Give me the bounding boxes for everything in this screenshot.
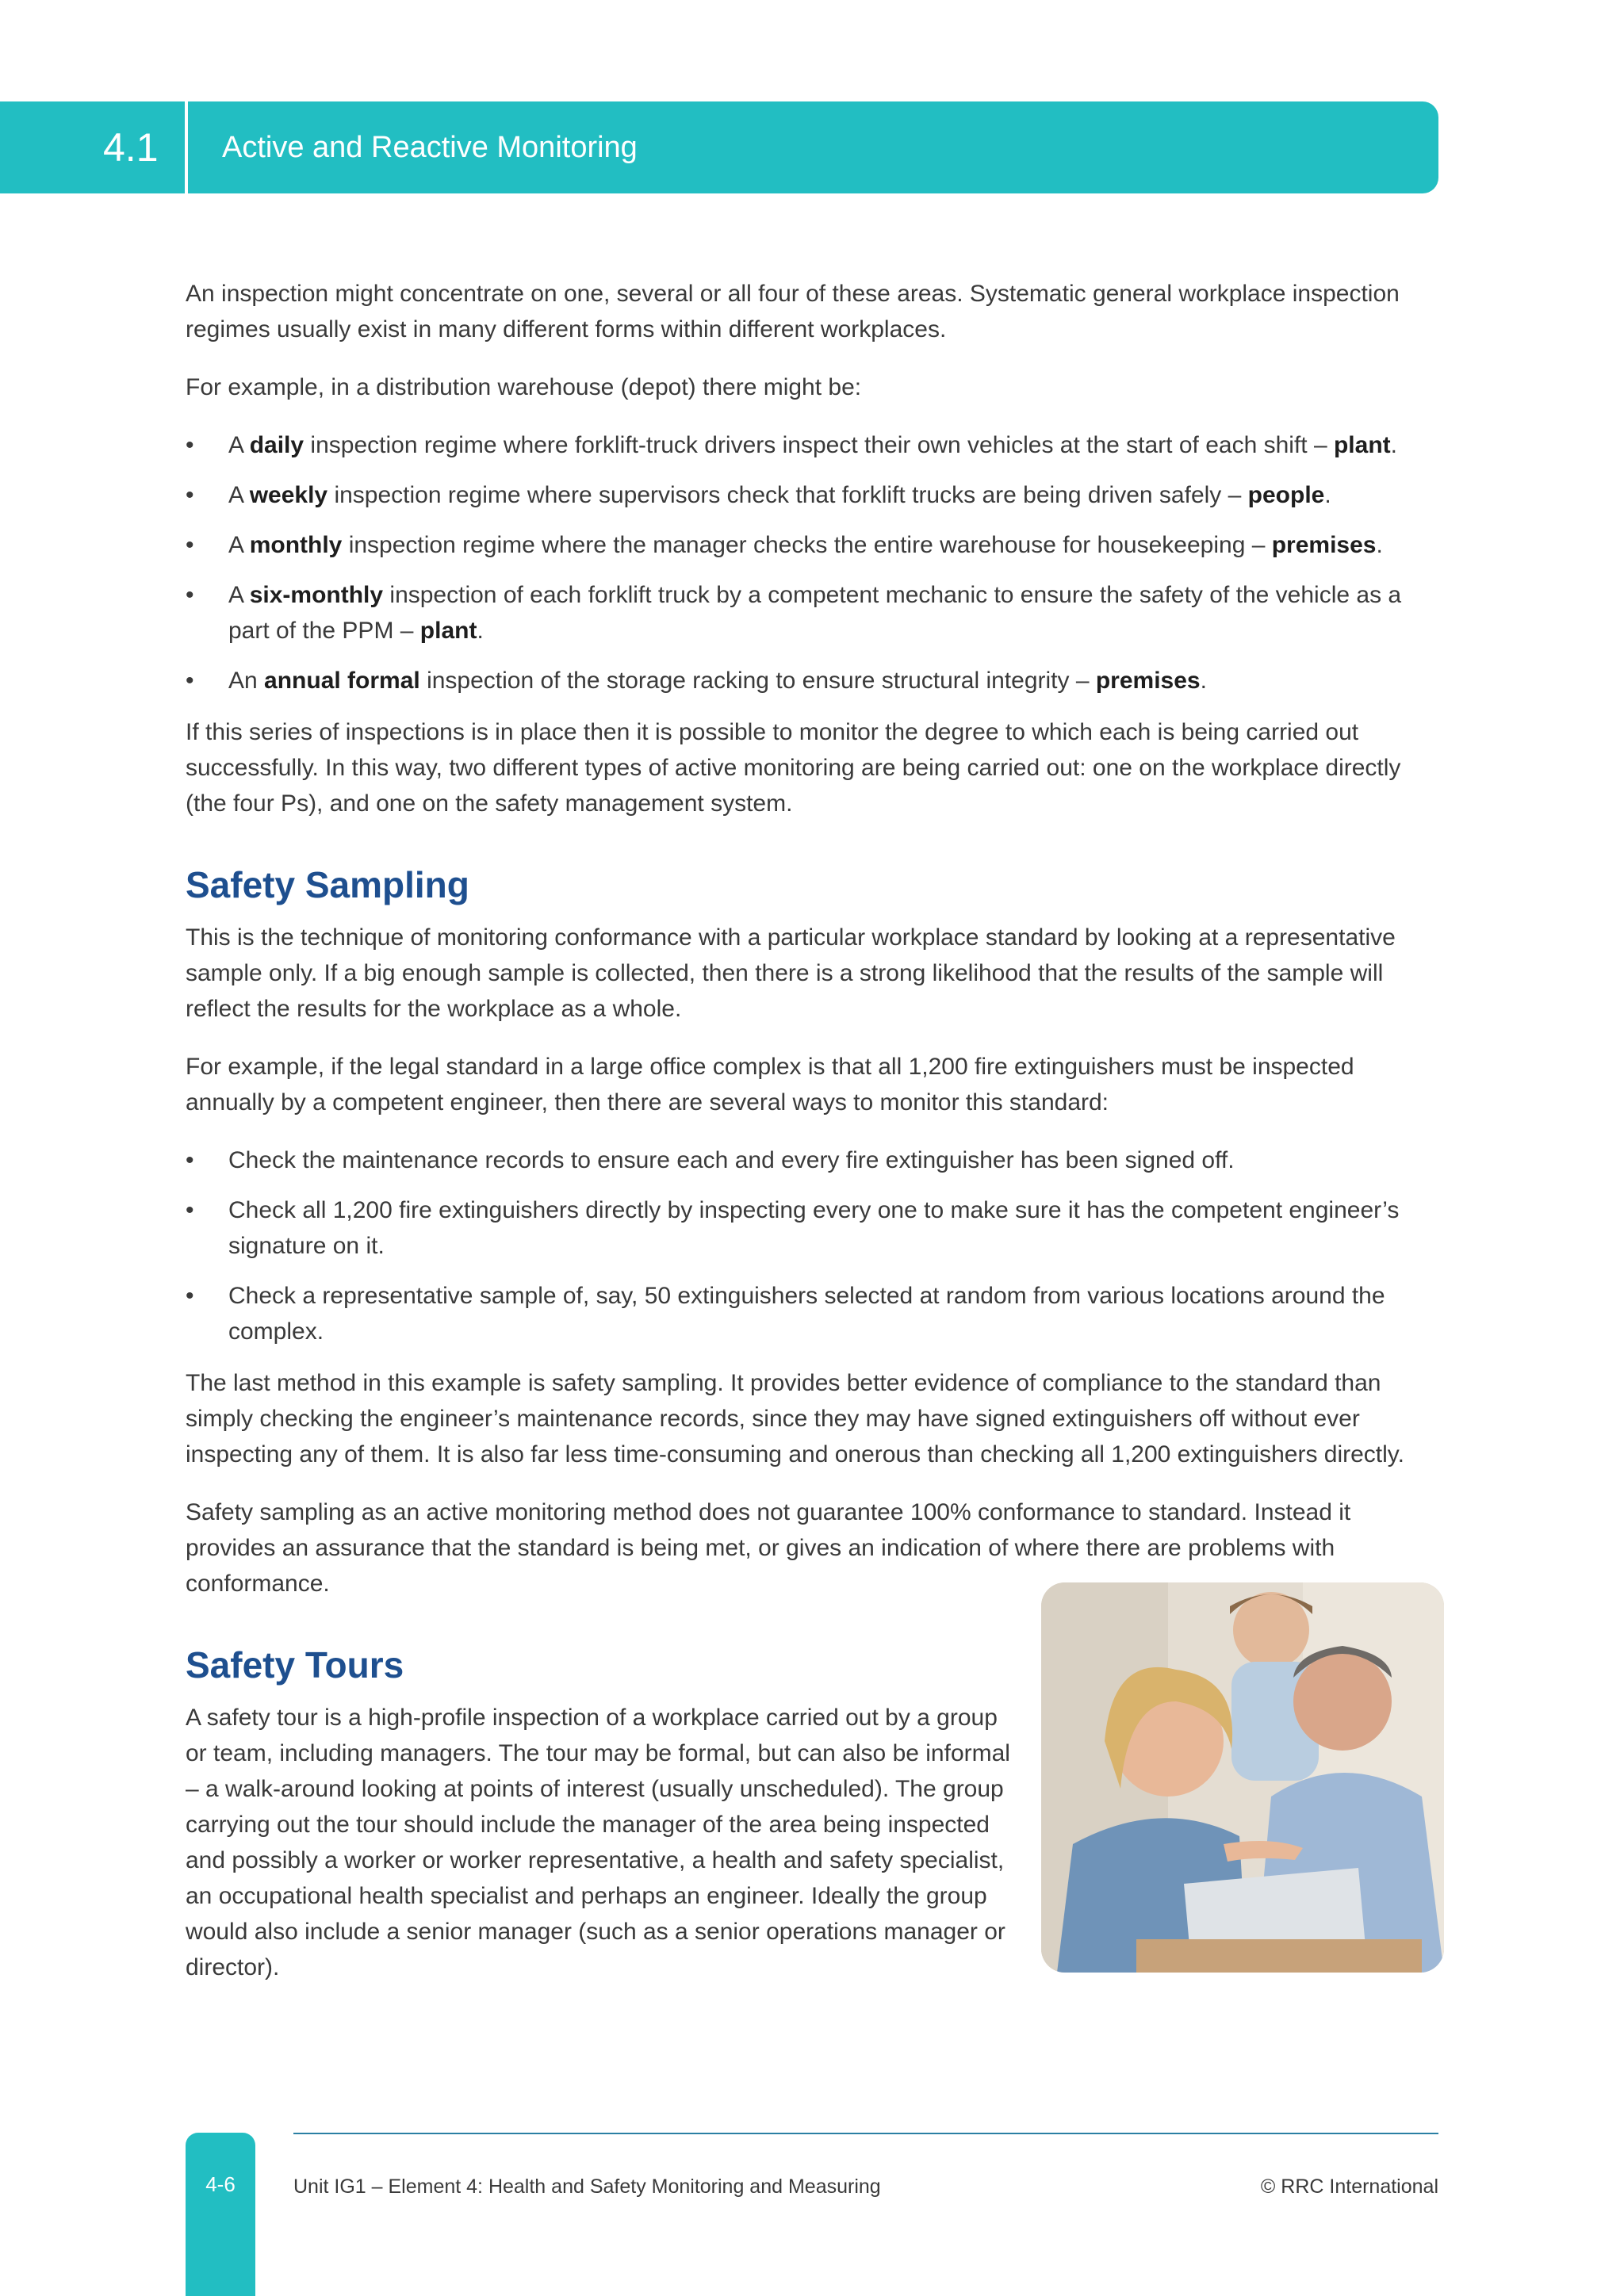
sampling-paragraph: This is the technique of monitoring conformance with a particular workplace standard by looking at a representative sample only. If a big enough sample is collected, then there is a strong likelihood that the results of the sample will reflect the results for the workplace as a whole. [186,924,1396,1022]
safety-tours-heading: Safety Tours [186,1644,404,1686]
tours-paragraph: A safety tour is a high-profile inspection of a workplace carried out by a group or team, including managers. The tour may be formal, but can also be informal – a walk-around looking at points of interest (usually unscheduled). The group carrying out the tour should include the manager of the area being inspected and possibly a worker or worker representative, a health and safety specialist, an occupational health specialist and perhaps an engineer. Ideally the group would also include a senior manager (such as a senior operations manager or director). [186,1705,1010,1980]
list-item: • A monthly inspection regime where the manager checks the entire warehouse for housekeeping – premises. [186,527,1435,563]
section-title: Active and Reactive Monitoring [222,131,638,164]
list-item: • An annual formal inspection of the storage racking to ensure structural integrity – premises. [186,663,1435,698]
intro-closing: If this series of inspections is in place then it is possible to monitor the degree to which each is being carried out successfully. In this way, two different types of active monitoring are being carried out: one on the workplace directly (the four Ps), and one on the safety management system. [186,719,1401,817]
list-item: • Check the maintenance records to ensure each and every fire extinguisher has been signed off. [186,1142,1435,1178]
footer-divider [293,2133,1438,2134]
header-divider [185,101,188,193]
inspection-list [186,427,1435,698]
section-number: 4.1 [103,125,159,170]
safety-tour-photo [1041,1582,1444,1973]
intro-paragraph: An inspection might concentrate on one, several or all four of these areas. Systematic general workplace inspection regimes usually exist in many different forms within different workplaces. [186,281,1400,342]
page-number: 4-6 [205,2172,236,2196]
list-item: • A daily inspection regime where forklift-truck drivers inspect their own vehicles at the start of each shift – plant. [186,427,1435,463]
list-item: • Check a representative sample of, say, 50 extinguishers selected at random from various locations around the complex. [186,1278,1435,1349]
footer-unit-title: Unit IG1 – Element 4: Health and Safety Monitoring and Measuring [293,2175,881,2198]
safety-sampling-heading: Safety Sampling [186,864,469,905]
page-number-tab [186,2133,255,2296]
footer-copyright: © RRC International [1260,2175,1438,2198]
list-item: • A six-monthly inspection of each forklift truck by a competent mechanic to ensure the safety of the vehicle as a part of the PPM – plant. [186,577,1435,649]
section-header-bar [0,101,1438,193]
sampling-paragraph: The last method in this example is safety sampling. It provides better evidence of compliance to the standard than simply checking the engineer’s maintenance records, since they may have signed extinguishers off without ever inspecting any of them. It is also far less time-consuming and onerous than checking all 1,200 extinguishers directly. [186,1370,1404,1468]
sampling-example: For example, if the legal standard in a large office complex is that all 1,200 fire extinguishers must be inspected annually by a competent engineer, then there are several ways to monitor this standard: [186,1054,1354,1115]
list-item: • Check all 1,200 fire extinguishers directly by inspecting every one to make sure it has the competent engineer’s signature on it. [186,1192,1435,1264]
list-item: • A weekly inspection regime where supervisors check that forklift trucks are being driven safely – people. [186,477,1435,513]
sampling-list [186,1142,1435,1349]
sampling-paragraph: Safety sampling as an active monitoring method does not guarantee 100% conformance to standard. Instead it provides an assurance that the standard is being met, or gives an indication of where there are problems with conformance. [186,1499,1351,1597]
intro-example: For example, in a distribution warehouse (depot) there might be: [186,374,862,400]
